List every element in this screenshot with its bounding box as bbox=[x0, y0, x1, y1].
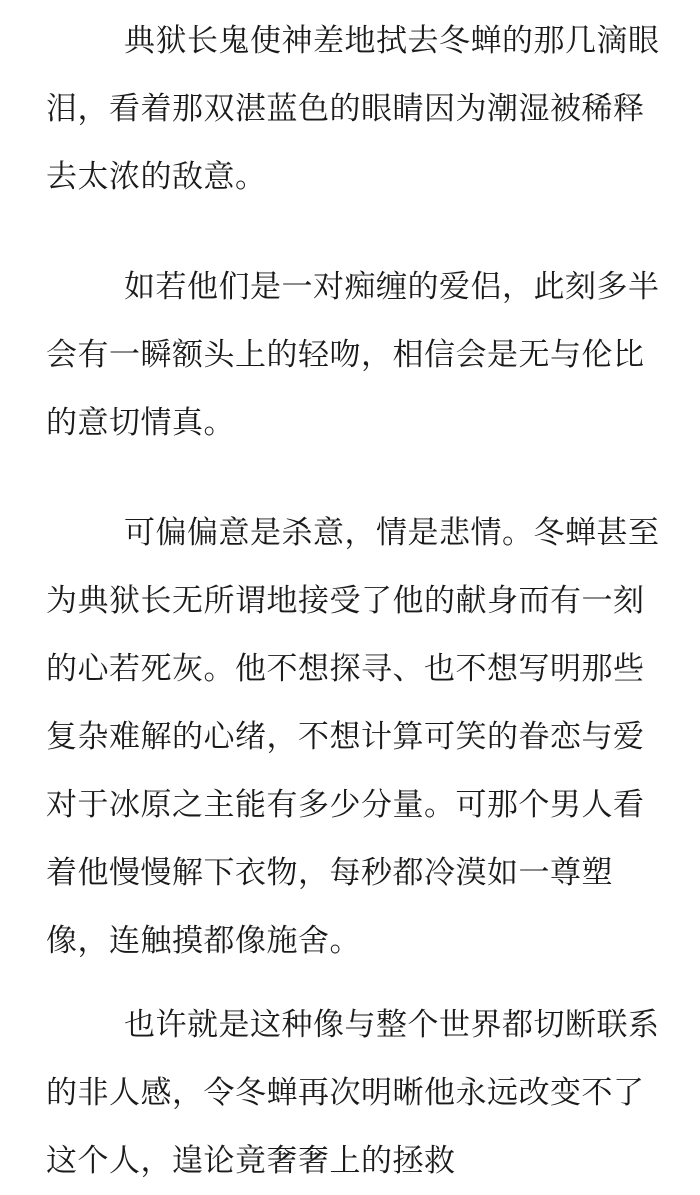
text-line: 去太浓的敌意。 bbox=[46, 159, 267, 195]
text-line: 的心若死灰。他不想探寻、也不想写明那些 bbox=[46, 651, 645, 687]
text-line: 可偏偏意是杀意，情是悲情。冬蝉甚至 bbox=[124, 515, 660, 551]
paragraph bbox=[46, 253, 660, 457]
text-line: 如若他们是一对痴缠的爱侣，此刻多半 bbox=[124, 269, 660, 305]
text-line: 的意切情真。 bbox=[46, 405, 235, 441]
text-line: 的非人感，令冬蝉再次明晰他永远改变不了 bbox=[46, 1075, 645, 1111]
text-line: 会有一瞬额头上的轻吻，相信会是无与伦比 bbox=[46, 337, 645, 373]
text-line: 复杂难解的心绪，不想计算可笑的眷恋与爱 bbox=[46, 719, 645, 755]
paragraph bbox=[46, 991, 660, 1195]
text-line: 典狱长鬼使神差地拭去冬蝉的那几滴眼 bbox=[124, 23, 660, 59]
text-line: 这个人，遑论竟奢奢上的拯救 bbox=[46, 1143, 456, 1179]
text-line: 泪，看着那双湛蓝色的眼睛因为潮湿被稀释 bbox=[46, 91, 645, 127]
text-line: 为典狱长无所谓地接受了他的献身而有一刻 bbox=[46, 583, 645, 619]
paragraph bbox=[46, 7, 660, 211]
text-line: 对于冰原之主能有多少分量。可那个男人看 bbox=[46, 787, 645, 823]
text-line: 像，连触摸都像施舍。 bbox=[46, 923, 361, 959]
text-line: 也许就是这种像与整个世界都切断联系 bbox=[124, 1007, 660, 1043]
text-line: 着他慢慢解下衣物，每秒都冷漠如一尊塑 bbox=[46, 855, 613, 891]
paragraph bbox=[46, 499, 660, 975]
